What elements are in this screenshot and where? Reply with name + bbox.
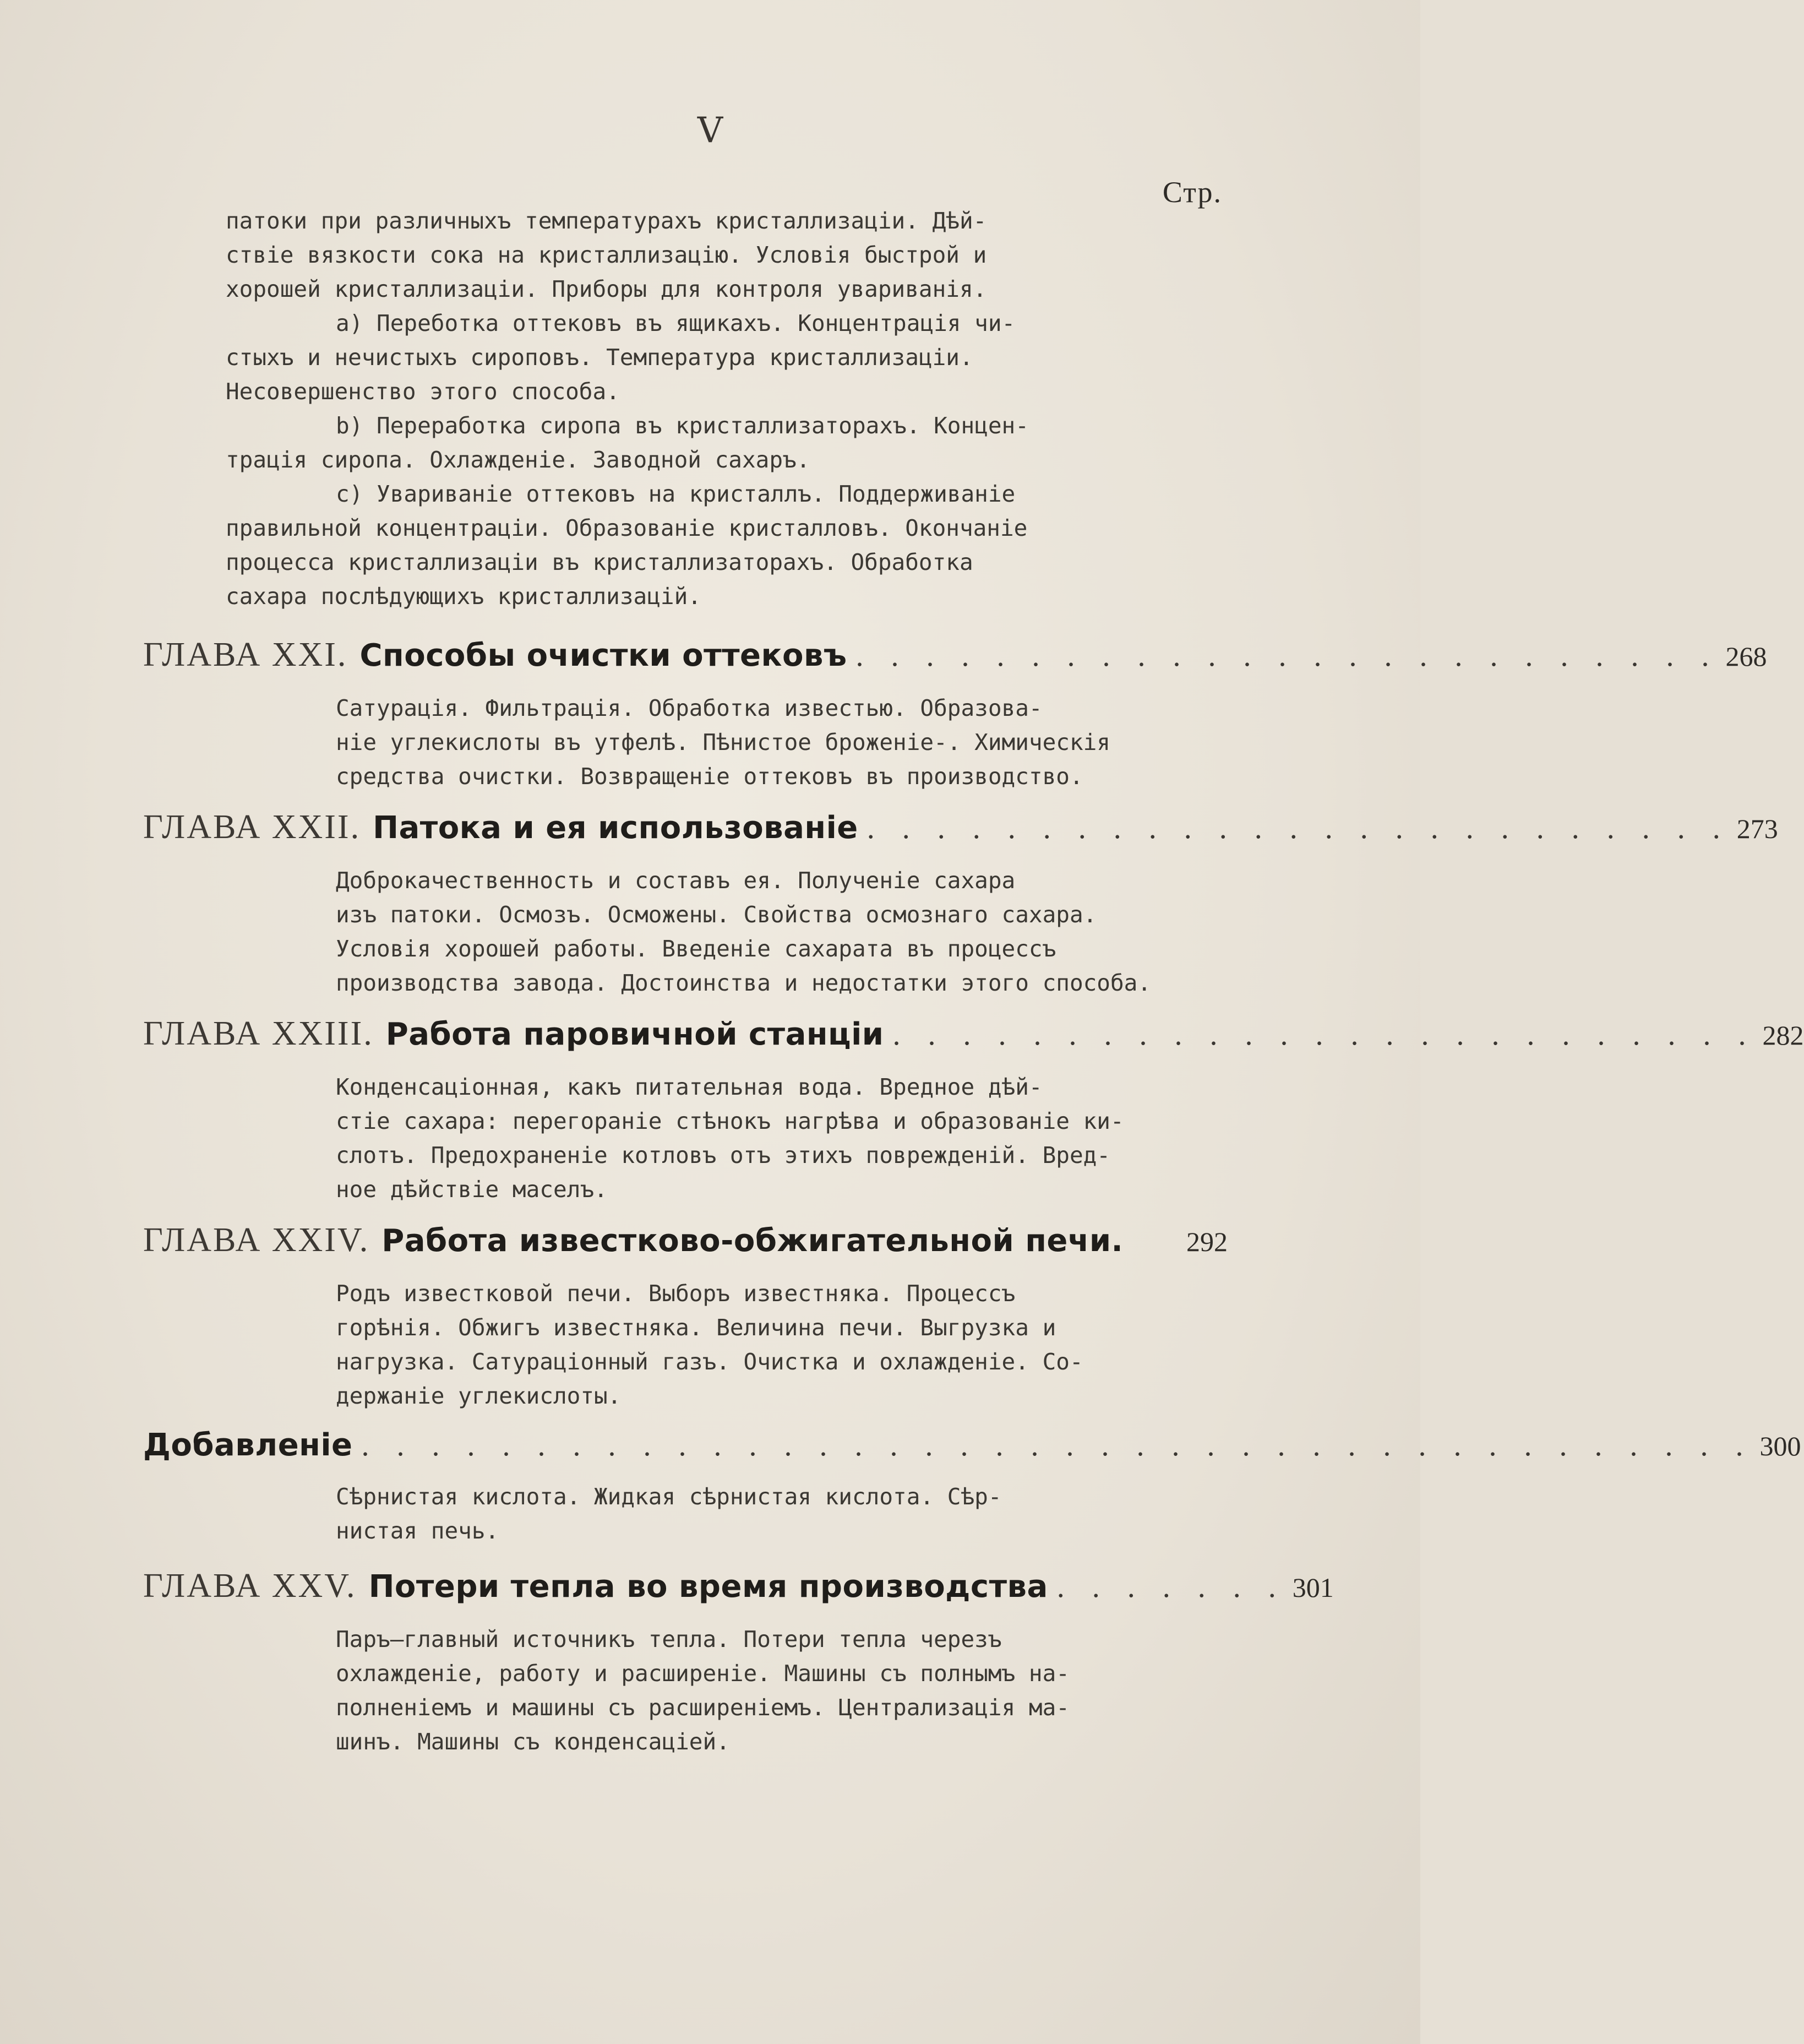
dot-leader: . . . . . . . . . . . . . . . . . . . . . . . . . bbox=[866, 811, 1730, 845]
dot-leader: . . . . . . . bbox=[1056, 1570, 1286, 1604]
subsection-a bbox=[226, 306, 1228, 409]
chapter-heading-xxv bbox=[143, 1567, 1334, 1606]
text-line: правильной концентраціи. Образованіе кристалловъ. Окончаніе bbox=[226, 515, 1028, 541]
text-line: а) Переботка оттековъ въ ящикахъ. Концентрація чи- bbox=[336, 310, 1016, 336]
text-line: сахара послѣдующихъ кристаллизацій. bbox=[226, 583, 701, 610]
text-line: полненіемъ и машины съ расширеніемъ. Централизація ма- bbox=[336, 1694, 1070, 1721]
chapter-summary-xxi bbox=[336, 691, 1316, 793]
text-line: Родъ известковой печи. Выборъ известняка. Процессъ bbox=[336, 1280, 1016, 1307]
text-line: слотъ. Предохраненіе котловъ отъ этихъ поврежденій. Вред- bbox=[336, 1142, 1110, 1168]
chapter-summary-xxv bbox=[336, 1622, 1316, 1759]
text-line: шинъ. Машины съ конденсаціей. bbox=[336, 1728, 730, 1755]
text-line: охлажденіе, работу и расширеніе. Машины съ полнымъ на- bbox=[336, 1660, 1070, 1687]
addendum-heading bbox=[143, 1427, 1801, 1463]
text-line: Конденсаціонная, какъ питательная вода. Вредное дѣй- bbox=[336, 1074, 1043, 1100]
text-line: трація сиропа. Охлажденіе. Заводной сахаръ. bbox=[226, 447, 810, 473]
text-line: Паръ—главный источникъ тепла. Потери тепла черезъ bbox=[336, 1626, 1002, 1652]
text-line: Условія хорошей работы. Введеніе сахарата въ процессъ bbox=[336, 936, 1056, 962]
text-line: ное дѣйствіе маселъ. bbox=[336, 1176, 608, 1203]
subsection-b bbox=[226, 409, 1228, 477]
text-line: изъ патоки. Осмозъ. Осможены. Свойства осмознаго сахара. bbox=[336, 901, 1097, 928]
chapter-number: ГЛАВА XXI. bbox=[143, 636, 348, 673]
dot-leader: . . . . . . . . . . . . . . . . . . . . . . . . . bbox=[892, 1018, 1756, 1052]
chapter-heading-xxiv bbox=[143, 1221, 1228, 1260]
text-line: стыхъ и нечистыхъ сироповъ. Температура кристаллизаціи. bbox=[226, 344, 973, 371]
text-line: хорошей кристаллизаціи. Прибоpы для контроля увариванія. bbox=[226, 276, 987, 302]
chapter-page-number: 273 bbox=[1736, 813, 1778, 844]
text-line: Доброкачественность и составъ ея. Полученіе сахара bbox=[336, 867, 1016, 894]
chapter-summary-xxii bbox=[336, 863, 1316, 1000]
text-line: c) Увариваніе оттековъ на кристаллъ. Поддерживаніе bbox=[336, 481, 1016, 507]
text-line: держаніе углекислоты. bbox=[336, 1383, 622, 1409]
text-line: средства очистки. Возвращеніе оттековъ въ производство. bbox=[336, 763, 1083, 790]
text-line: ніе углекислоты въ утфелѣ. Пѣнистое броженіе-. Химическія bbox=[336, 729, 1110, 755]
chapter-number: ГЛАВА XXII. bbox=[143, 808, 361, 846]
text-line: нистая печь. bbox=[336, 1518, 499, 1544]
chapter-page-number: 292 bbox=[1186, 1226, 1228, 1257]
text-line: Несовершенство этого способа. bbox=[226, 378, 620, 405]
chapter-page-number: 282 bbox=[1762, 1020, 1804, 1051]
chapter-number: ГЛАВА XXV. bbox=[143, 1567, 357, 1605]
chapter-heading-xxi bbox=[143, 635, 1767, 675]
dot-leader: . . . . . . . . . . . . . . . . . . . . . . . . . bbox=[855, 639, 1719, 673]
chapter-title: Работа известково-обжигательной печи. bbox=[381, 1223, 1124, 1259]
text-line: Сатурація. Фильтрація. Обработка известью. Образова- bbox=[336, 695, 1043, 721]
chapter-title: Добавленіе bbox=[143, 1427, 353, 1463]
chapter-title: Патока и ея использованіе bbox=[373, 810, 858, 846]
text-line: Сѣрнистая кислота. Жидкая сѣрнистая кислота. Сѣр- bbox=[336, 1483, 1002, 1510]
addendum-summary bbox=[336, 1480, 1316, 1548]
chapter-heading-xxii bbox=[143, 808, 1778, 847]
dot-leader: . . . . . . . . . . . . . . . . . . . . . . . . . . . . . . . . . . . . . . . . bbox=[361, 1428, 1753, 1463]
text-line: патоки при различныхъ температурахъ кристаллизаціи. Дѣй- bbox=[226, 208, 987, 234]
chapter-heading-xxiii bbox=[143, 1014, 1804, 1053]
text-line: горѣнія. Обжигъ известняка. Величина печи. Выгрузка и bbox=[336, 1314, 1056, 1341]
chapter-page-number: 268 bbox=[1725, 641, 1767, 672]
toc-content bbox=[143, 204, 1804, 1759]
chapter-title: Потери тепла во время производства bbox=[368, 1569, 1048, 1605]
subsection-c bbox=[226, 477, 1228, 613]
chapter-page-number: 301 bbox=[1292, 1572, 1334, 1603]
chapter-title: Работа паровичной станціи bbox=[385, 1016, 884, 1052]
text-line: производства завода. Достоинства и недостатки этого способа. bbox=[336, 970, 1152, 996]
text-line: процесса кристаллизаціи въ кристаллизаторахъ. Обработка bbox=[226, 549, 973, 575]
text-line: b) Переработка сиропа въ кристаллизаторахъ. Концен- bbox=[336, 412, 1029, 439]
chapter-summary-xxiii bbox=[336, 1070, 1316, 1206]
chapter-title: Способы очистки оттековъ bbox=[359, 638, 847, 673]
text-line: стіе сахара: перегораніе стѣнокъ нагрѣва и образованіе ки- bbox=[336, 1108, 1124, 1134]
text-line: нагрузка. Сатураціонный газъ. Очистка и охлажденіе. Со- bbox=[336, 1349, 1083, 1375]
chapter-summary-xxiv bbox=[336, 1276, 1316, 1413]
chapter-number: ГЛАВА XXIV. bbox=[143, 1221, 370, 1259]
page-column-label: Стр. bbox=[1162, 176, 1222, 209]
intro-paragraph bbox=[226, 204, 1228, 306]
page-folio: V bbox=[697, 110, 723, 151]
chapter-page-number: 300 bbox=[1759, 1431, 1801, 1461]
chapter-number: ГЛАВА XXIII. bbox=[143, 1015, 374, 1052]
text-line: ствіе вязкости сока на кристаллизацію. Условія быстрой и bbox=[226, 242, 987, 268]
